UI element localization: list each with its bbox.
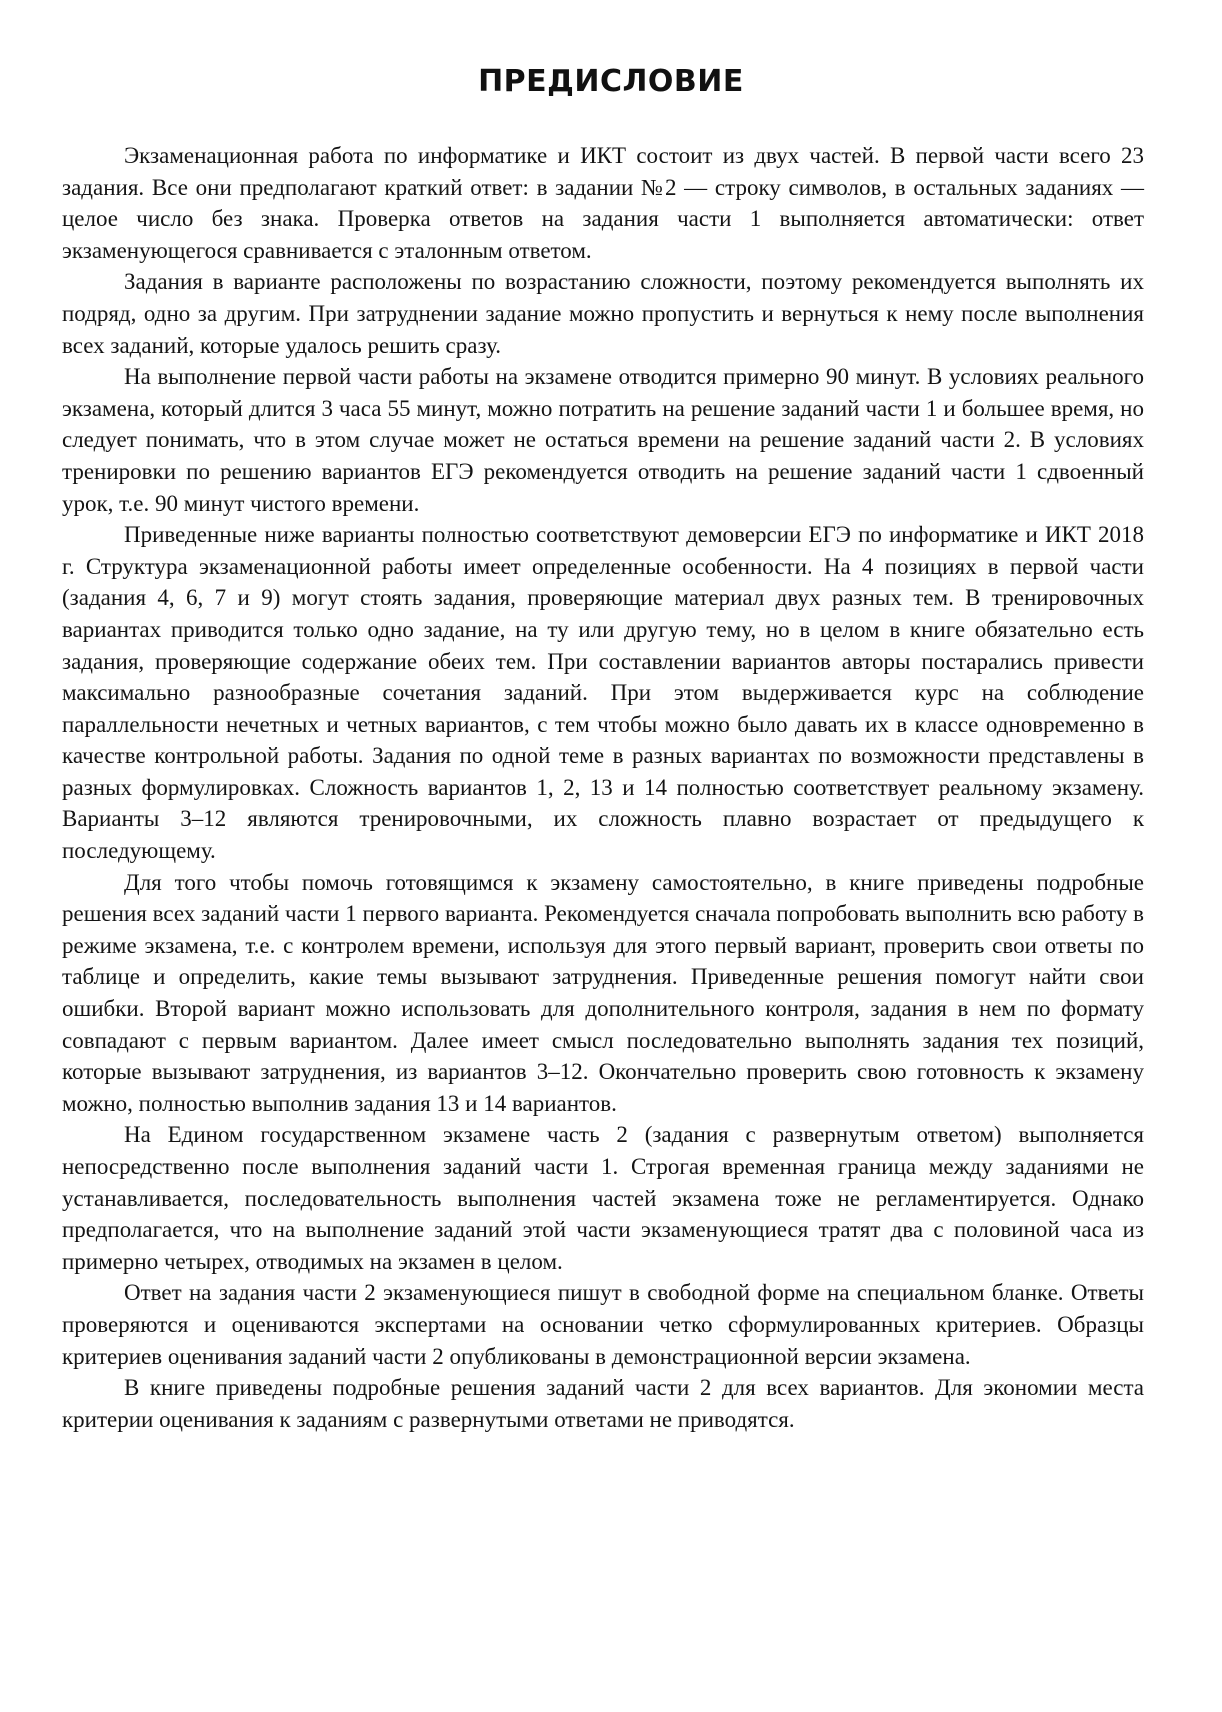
- paragraph-5: Для того чтобы помочь готовящимся к экзамену самостоятельно, в книге приведены подробные решения всех заданий части 1 первого варианта. Рекомендуется сначала попробовать выполнить всю работу в режиме экзамена, т.е. с контролем времени, используя для этого первый вариант, проверить свои ответы по таблице и определить, какие темы вызывают затруднения. Приведенные решения помогут найти свои ошибки. Второй вариант можно использовать для дополнительного контроля, задания в нем по формату совпадают с первым вариантом. Далее имеет смысл последовательно выполнять задания тех позиций, которые вызывают затруднения, из вариантов 3–12. Окончательно проверить свою готовность к экзамену можно, полностью выполнив задания 13 и 14 вариантов.: [62, 869, 1144, 1116]
- paragraph-1: Экзаменационная работа по информатике и ИКТ состоит из двух частей. В первой части всего 23 задания. Все они предполагают краткий ответ: в задании №2 — строку символов, в остальных заданиях — целое число без знака. Проверка ответов на задания части 1 выполняется автоматически: ответ экзаменующегося сравнивается с эталонным ответом.: [62, 143, 1144, 263]
- paragraph-7: Ответ на задания части 2 экзаменующиеся пишут в свободной форме на специальном бланке. Ответы проверяются и оцениваются экспертами на основании четко сформулированных критериев. Образцы критериев оценивания заданий части 2 опубликованы в демонстрационной версии экзамена.: [62, 1280, 1144, 1369]
- paragraph-4: Приведенные ниже варианты полностью соответствуют демоверсии ЕГЭ по информатике и ИКТ 2018 г. Структура экзаменационной работы имеет определенные особенности. На 4 позициях в первой части (задания 4, 6, 7 и 9) могут стоять задания, проверяющие материал двух разных тем. В тренировочных вариантах приводится только одно задание, на ту или другую тему, но в целом в книге обязательно есть задания, проверяющие содержание обеих тем. При составлении вариантов авторы постарались привести максимально разнообразные сочетания заданий. При этом выдерживается курс на соблюдение параллельности нечетных и четных вариантов, с тем чтобы можно было давать их в классе одновременно в качестве контрольной работы. Задания по одной теме в разных вариантах по возможности представлены в разных формулировках. Сложность вариантов 1, 2, 13 и 14 полностью соответствует реальному экзамену. Варианты 3–12 являются тренировочными, их сложность плавно возрастает от предыдущего к последующему.: [62, 522, 1144, 864]
- paragraph-8: В книге приведены подробные решения заданий части 2 для всех вариантов. Для экономии места критерии оценивания к заданиям с развернутыми ответами не приводятся.: [62, 1375, 1144, 1432]
- preface-body: [62, 140, 1144, 1435]
- paragraph-3: На выполнение первой части работы на экзамене отводится примерно 90 минут. В условиях реального экзамена, который длится 3 часа 55 минут, можно потратить на решение заданий части 1 и большее время, но следует понимать, что в этом случае может не остаться времени на решение заданий части 2. В условиях тренировки по решению вариантов ЕГЭ рекомендуется отводить на решение заданий части 1 сдвоенный урок, т.е. 90 минут чистого времени.: [62, 364, 1144, 516]
- paragraph-2: Задания в варианте расположены по возрастанию сложности, поэтому рекомендуется выполнять их подряд, одно за другим. При затруднении задание можно пропустить и вернуться к нему после выполнения всех заданий, которые удалось решить сразу.: [62, 269, 1144, 358]
- page-title: ПРЕДИСЛОВИЕ: [478, 64, 744, 99]
- paragraph-6: На Едином государственном экзамене часть 2 (задания с развернутым ответом) выполняется непосредственно после выполнения заданий части 1. Строгая временная граница между заданиями не устанавливается, последовательность выполнения частей экзамена тоже не регламентируется. Однако предполагается, что на выполнение заданий этой части экзаменующиеся тратят два с половиной часа из примерно четырех, отводимых на экзамен в целом.: [62, 1122, 1144, 1274]
